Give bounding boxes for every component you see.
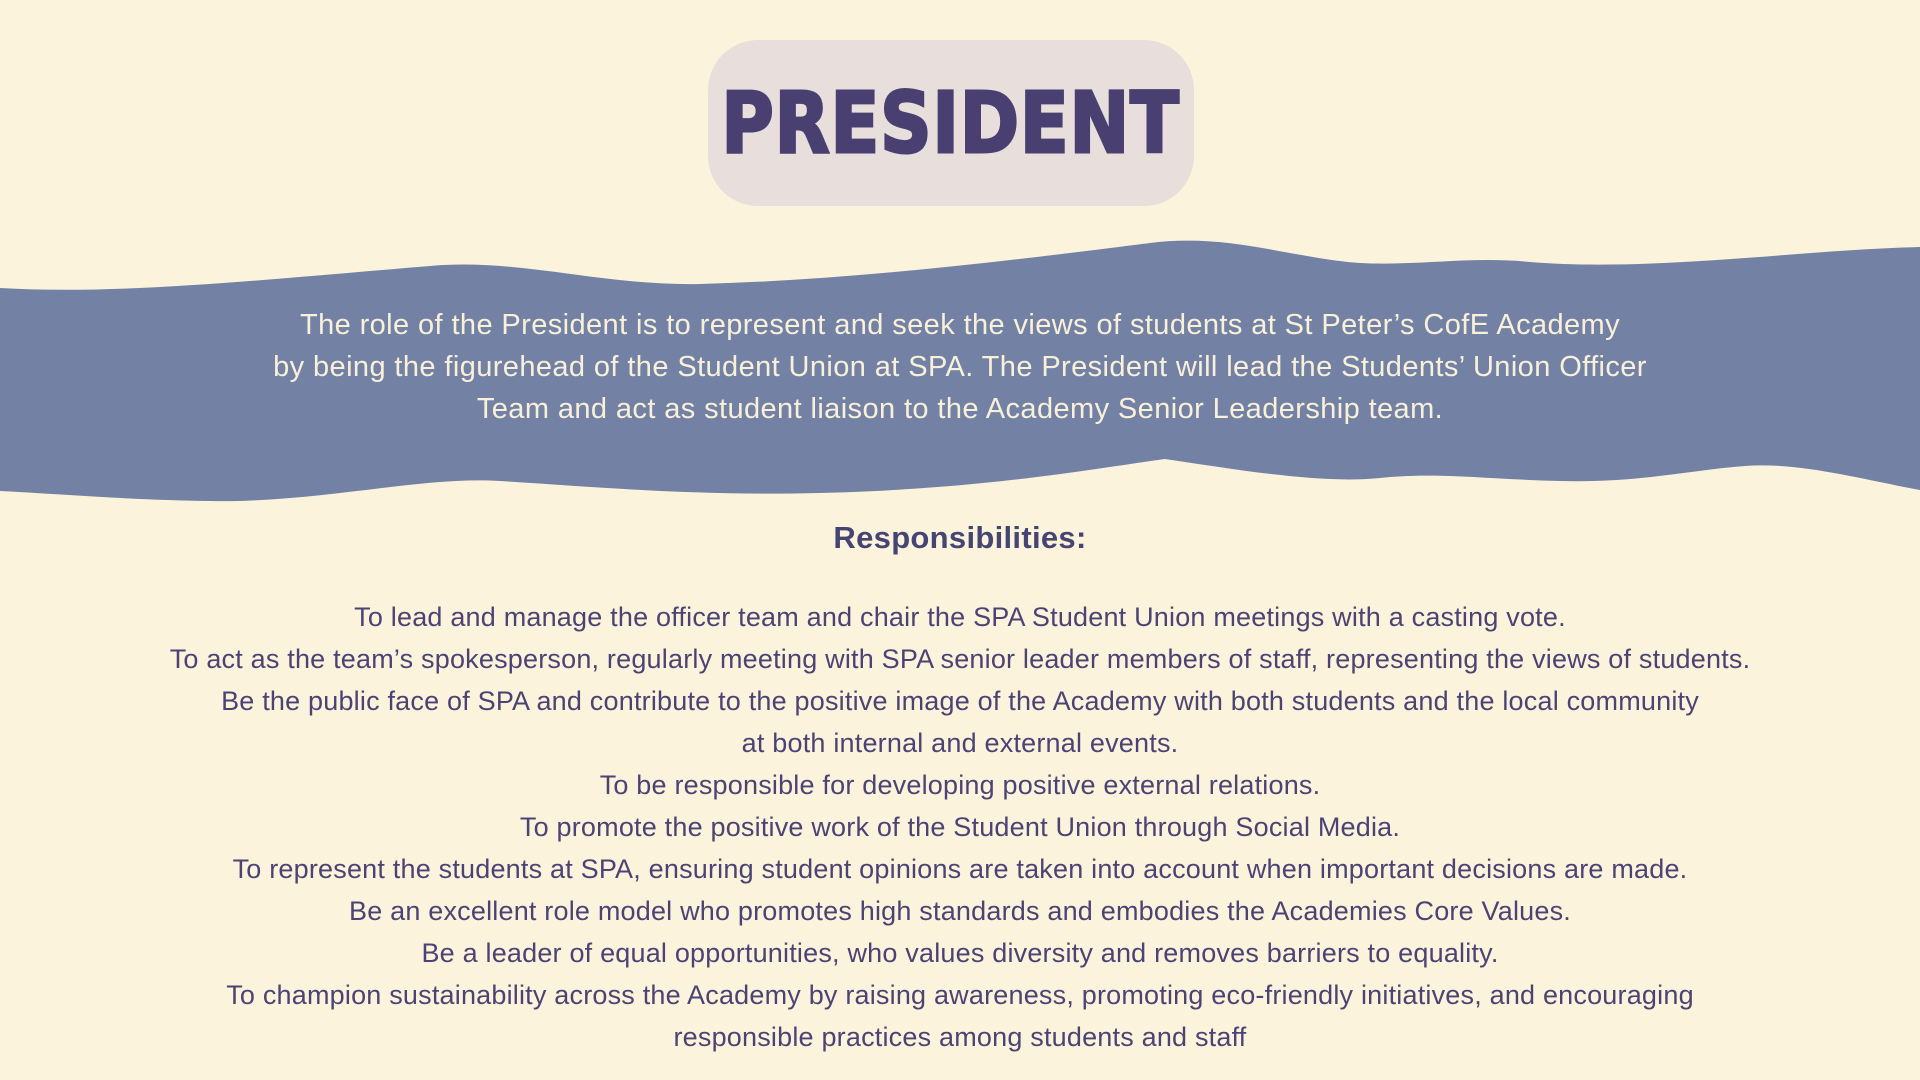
responsibility-line: Be the public face of SPA and contribute to the positive image of the Academy with both students and the local community (221, 686, 1699, 716)
intro-line: by being the figurehead of the Student Union at SPA. The President will lead the Students’ Union Officer (273, 351, 1647, 383)
responsibility-line: To act as the team’s spokesperson, regularly meeting with SPA senior leader members of staff, representing the views of students. (169, 644, 1751, 674)
intro-line: The role of the President is to represent and seek the views of students at St Peter’s CofE Academy (299, 309, 1621, 341)
responsibility-line: To champion sustainability across the Academy by raising awareness, promoting eco-friendly initiatives, and encouraging (226, 980, 1694, 1010)
responsibility-line: responsible practices among students and staff (673, 1022, 1247, 1052)
title-badge (708, 40, 1194, 206)
responsibility-line: at both internal and external events. (741, 728, 1179, 758)
intro-line: Team and act as student liaison to the Academy Senior Leadership team. (476, 393, 1444, 425)
responsibility-line: Be an excellent role model who promotes high standards and embodies the Academies Core Values. (348, 896, 1571, 926)
intro-paragraph (0, 304, 1920, 430)
responsibility-line: To promote the positive work of the Student Union through Social Media. (519, 812, 1401, 842)
responsibilities-list (0, 596, 1920, 1058)
page-title: PRESIDENT (721, 74, 1181, 172)
responsibilities-heading: Responsibilities: (833, 520, 1087, 555)
responsibility-line: Be a leader of equal opportunities, who values diversity and removes barriers to equality. (421, 938, 1499, 968)
responsibility-line: To be responsible for developing positive external relations. (599, 770, 1321, 800)
responsibility-line: To represent the students at SPA, ensuring student opinions are taken into account when important decisions are made. (232, 854, 1688, 884)
responsibility-line: To lead and manage the officer team and chair the SPA Student Union meetings with a casting vote. (354, 602, 1566, 632)
